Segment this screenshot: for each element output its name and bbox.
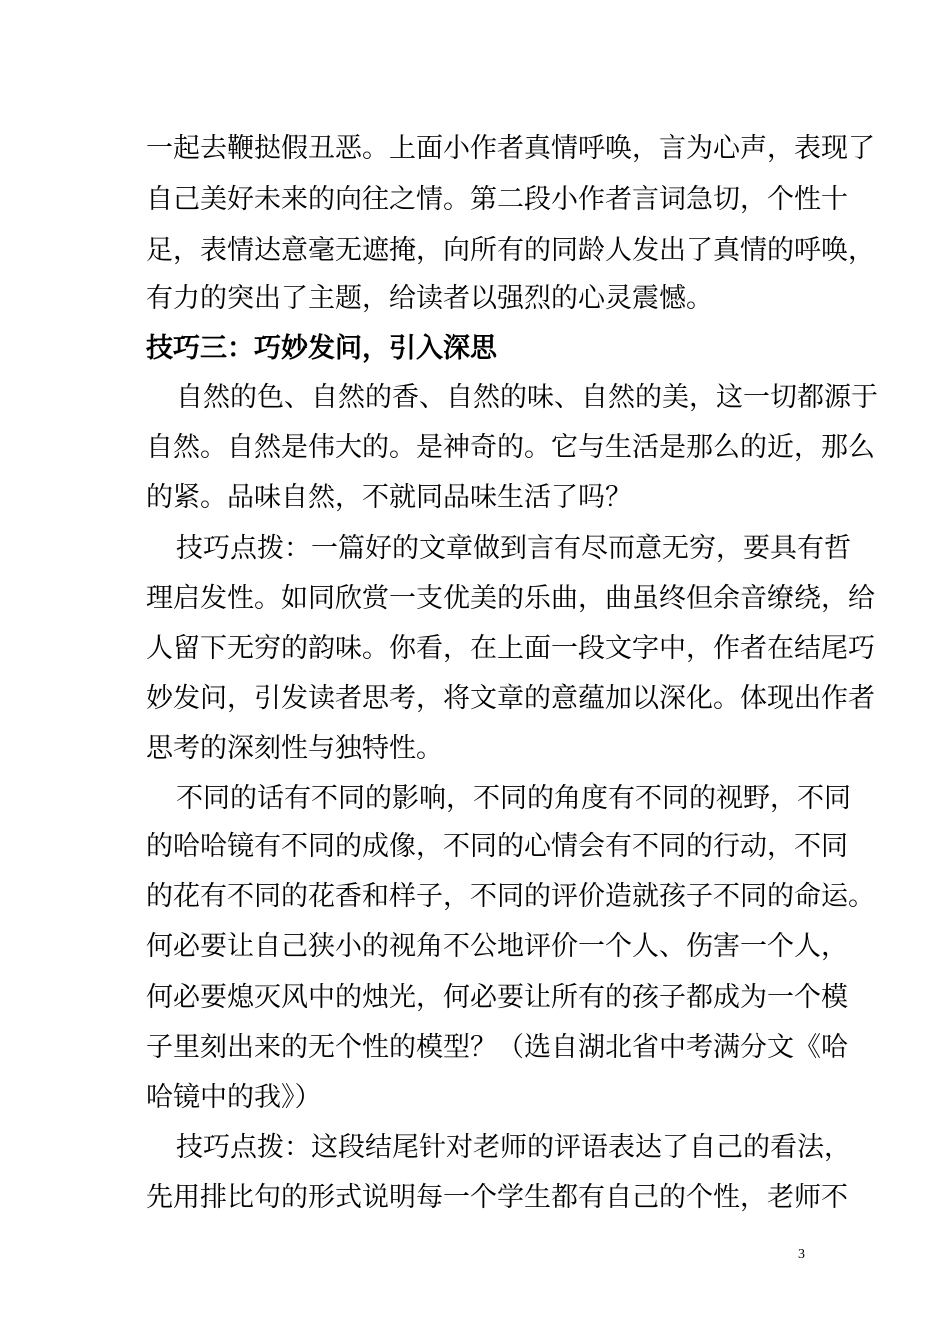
body-text-line: 不同的话有不同的影响，不同的角度有不同的视野，不同 [176, 783, 851, 814]
body-text-line: 哈镜中的我》） [146, 1082, 322, 1113]
body-text-line: 足，表情达意毫无遮掩，向所有的同龄人发出了真情的呼唤， [146, 235, 875, 266]
body-text-line: 技巧点拨：这段结尾针对老师的评语表达了自己的看法， [176, 1132, 851, 1163]
body-text-line: 何必要熄灭风中的烛光，何必要让所有的孩子都成为一个模 [146, 982, 848, 1013]
body-text-line: 人留下无穷的韵味。你看，在上面一段文字中，作者在结尾巧 [146, 633, 875, 664]
page-number: 3 [798, 1247, 805, 1262]
body-text-line: 妙发问，引发读者思考，将文章的意蕴加以深化。体现出作者 [146, 683, 875, 714]
body-text-line: 技巧点拨：一篇好的文章做到言有尽而意无穷，要具有哲 [176, 533, 851, 564]
body-text-line: 自然的色、自然的香、自然的味、自然的美，这一切都源于 [176, 382, 878, 413]
body-text-line: 先用排比句的形式说明每一个学生都有自己的个性，老师不 [146, 1182, 848, 1213]
body-text-line: 有力的突出了主题，给读者以强烈的心灵震憾。 [146, 283, 713, 314]
body-text-line: 思考的深刻性与独特性。 [146, 733, 443, 764]
section-heading: 技巧三：巧妙发问，引入深思 [146, 333, 497, 364]
body-text-line: 子里刻出来的无个性的模型？（选自湖北省中考满分文《哈 [146, 1032, 848, 1063]
body-text-line: 的哈哈镜有不同的成像，不同的心情会有不同的行动，不同 [146, 831, 848, 862]
body-text-line: 何必要让自己狭小的视角不公地评价一个人、伤害一个人， [146, 931, 848, 962]
body-text-line: 一起去鞭挞假丑恶。上面小作者真情呼唤，言为心声，表现了 [146, 133, 875, 164]
body-text-line: 的花有不同的花香和样子，不同的评价造就孩子不同的命运。 [146, 881, 875, 912]
body-text-line: 自己美好未来的向往之情。第二段小作者言词急切，个性十 [146, 184, 848, 215]
body-text-line: 理启发性。如同欣赏一支优美的乐曲，曲虽终但余音缭绕，给 [146, 583, 875, 614]
body-text-line: 的紧。品味自然，不就同品味生活了吗？ [146, 482, 632, 513]
body-text-line: 自然。自然是伟大的。是神奇的。它与生活是那么的近，那么 [146, 432, 875, 463]
